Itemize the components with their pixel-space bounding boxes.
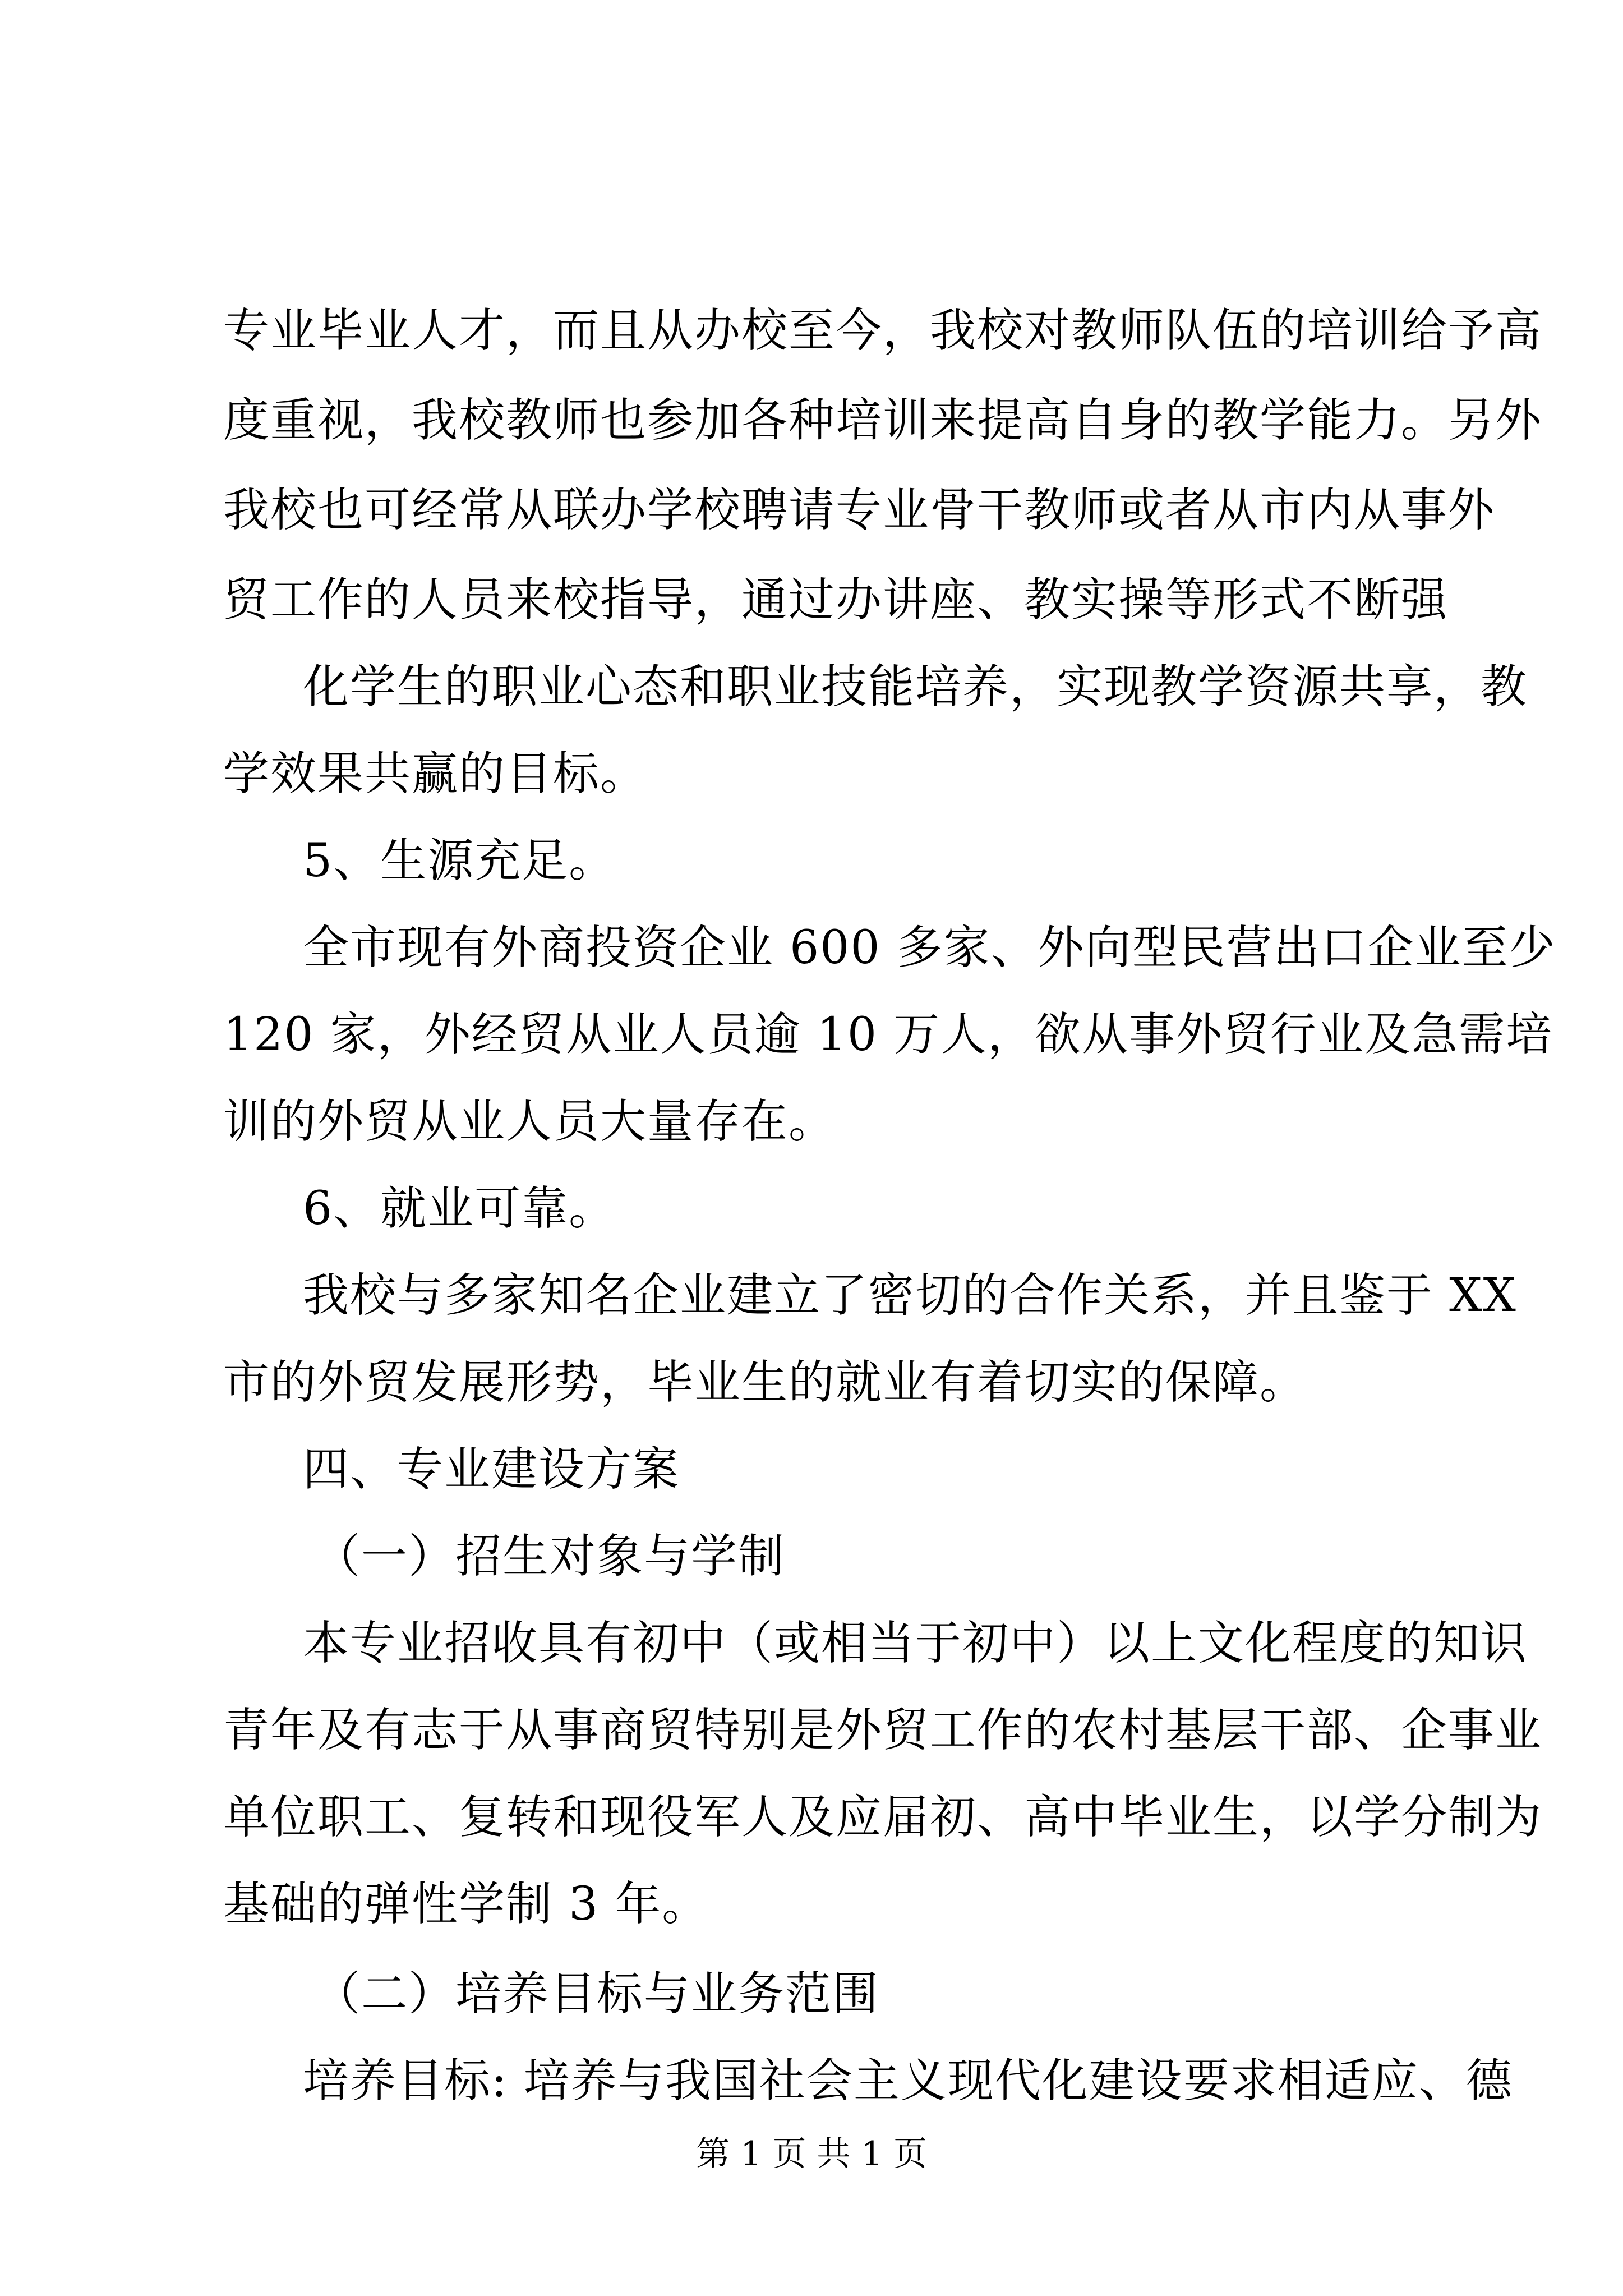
page-footer: 第 1 页 共 1 页 [696,2134,927,2174]
section-heading: 6、就业可靠。 [303,1182,616,1235]
paragraph-line: 我校与多家知名企业建立了密切的合作关系，并且鉴于 XX [303,1269,1517,1322]
paragraph-line: 贸工作的人员来校指导，通过办讲座、教实操等形式不断强 [223,573,1449,627]
subsection-heading: （一）招生对象与学制 [314,1530,786,1583]
paragraph-line: 化学生的职业心态和职业技能培养，实现教学资源共享，教 [303,660,1528,714]
paragraph-line: 基础的弹性学制 3 年。 [223,1878,709,1931]
paragraph-line: 本专业招收具有初中（或相当于初中）以上文化程度的知识 [303,1617,1528,1670]
paragraph-line: 市的外贸发展形势，毕业生的就业有着切实的保障。 [223,1356,1307,1409]
subsection-heading: （二）培养目标与业务范围 [314,1967,880,2021]
paragraph-line: 专业毕业人才，而且从办校至今，我校对教师队伍的培训给予高 [223,304,1543,357]
section-heading: 5、生源充足。 [303,834,616,887]
paragraph-line: 我校也可经常从联办学校聘请专业骨干教师或者从市内从事外 [223,484,1496,537]
section-heading: 四、专业建设方案 [303,1443,680,1496]
paragraph-line: 全市现有外商投资企业 600 多家、外向型民营出口企业至少 [303,921,1556,974]
paragraph-line: 青年及有志于从事商贸特别是外贸工作的农村基层干部、企事业 [223,1704,1543,1757]
paragraph-line: 学效果共赢的目标。 [223,747,648,800]
paragraph-line: 单位职工、复转和现役军人及应届初、高中毕业生，以学分制为 [223,1791,1543,1844]
paragraph-line: 度重视，我校教师也参加各种培训来提高自身的教学能力。另外 [223,394,1543,447]
paragraph-line: 培养目标: 培养与我国社会主义现代化建设要求相适应、德 [303,2054,1513,2108]
paragraph-line: 训的外贸从业人员大量存在。 [223,1095,836,1148]
paragraph-line: 120 家，外经贸从业人员逾 10 万人，欲从事外贸行业及急需培 [223,1008,1553,1061]
